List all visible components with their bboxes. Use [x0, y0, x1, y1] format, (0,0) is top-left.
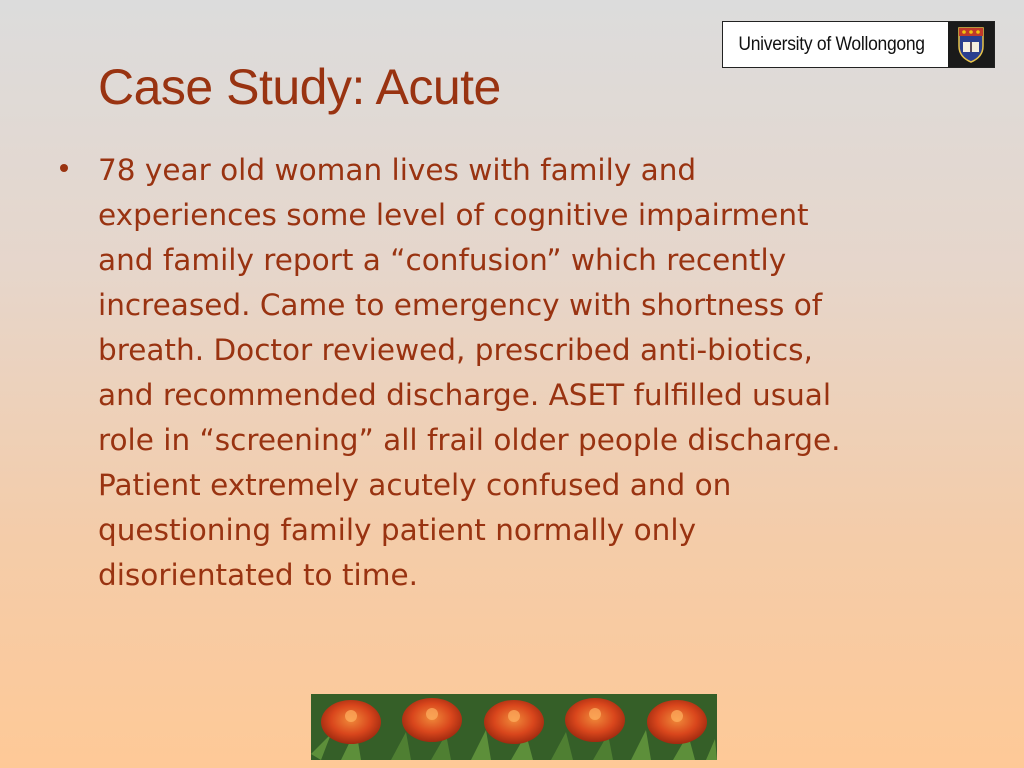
- bullet-item: [58, 148, 978, 598]
- bullet-text: 78 year old woman lives with family and experiences some level of cognitive impairment and family report a “confusion” which recently increased. Came to emergency with shortness of breath. Doctor reviewed, prescribed anti-biotics, and recommended discharge. ASET fulfilled usual role in “screening” all frail older people discharge. Patient extremely acutely confused and on questioning family patient normally only disorientated to time.: [98, 153, 841, 592]
- bullet-icon: [60, 164, 68, 172]
- crest-icon: [948, 22, 994, 67]
- slide-body: [58, 148, 978, 598]
- slide-title: Case Study: Acute: [98, 59, 501, 115]
- logo-text: University of Wollongong: [738, 33, 925, 55]
- university-logo: [722, 21, 995, 68]
- waratah-flower-image: [311, 694, 717, 760]
